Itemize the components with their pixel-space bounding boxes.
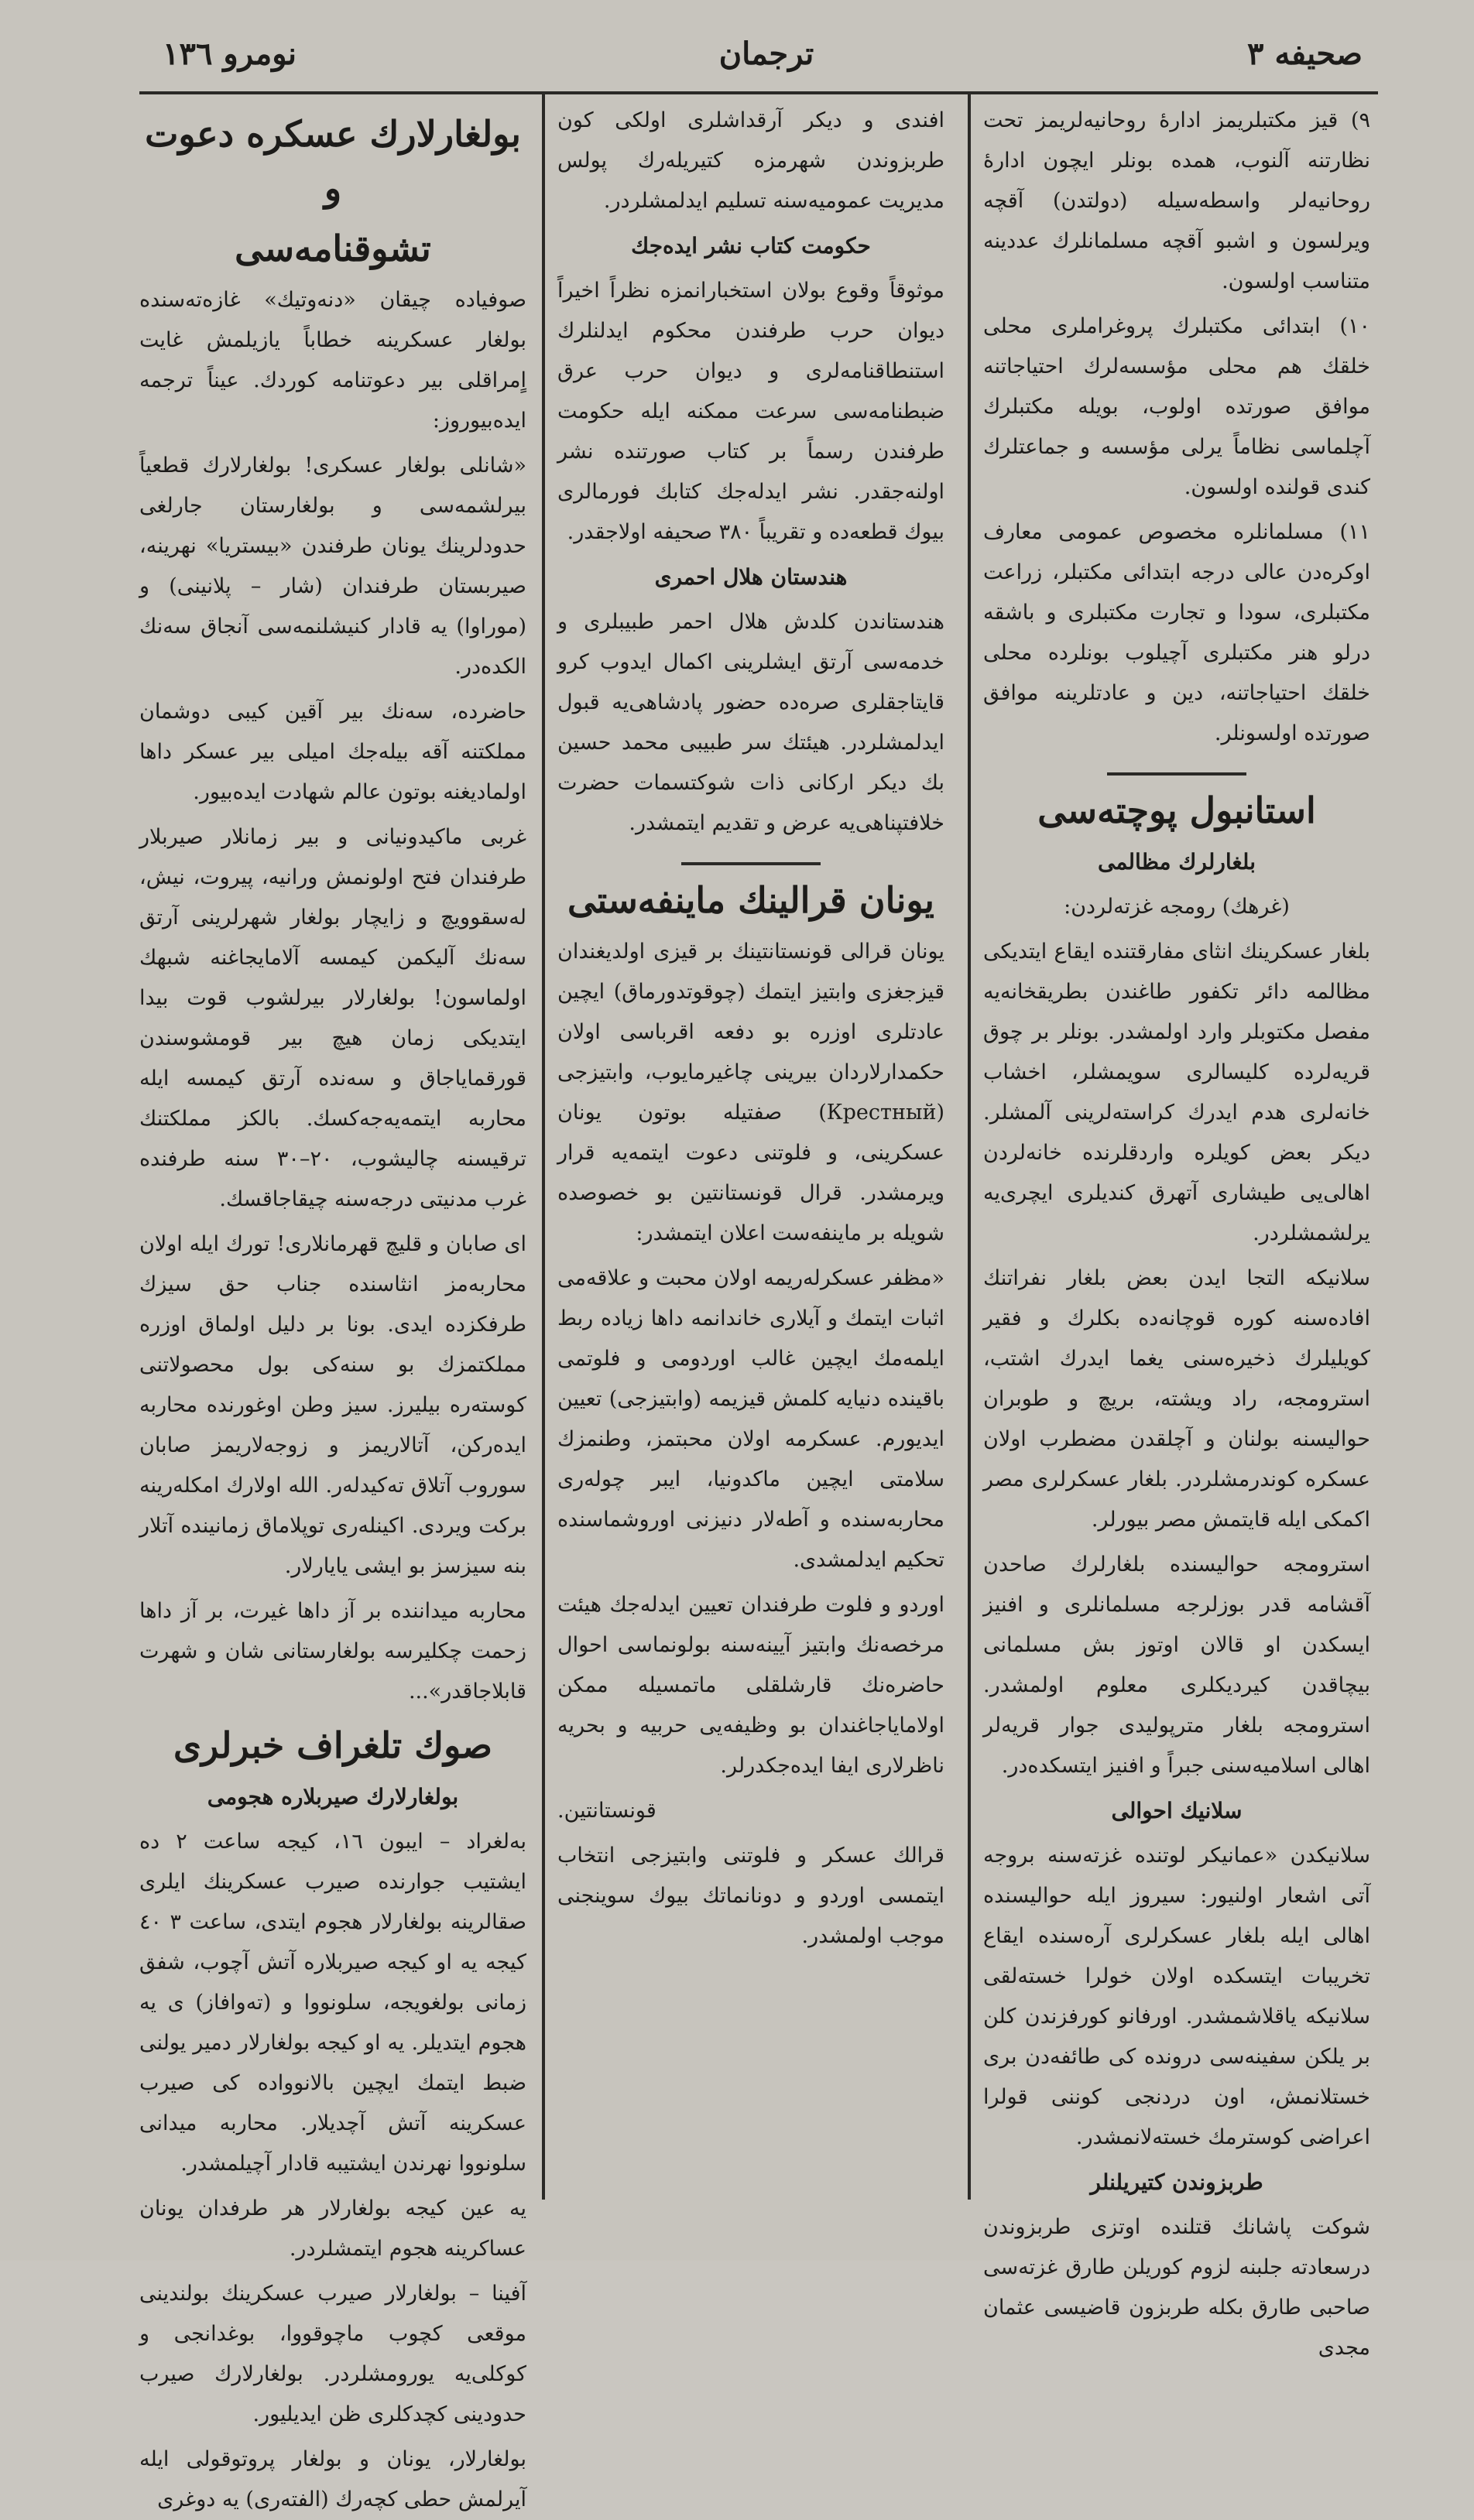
article-paragraph: اى صابان و قليچ قهرمانلارى! تورك ايله اولان محاربه‌مز انثاسنده جناب حق سيزك طرفكزده ايدى. بونا بر دليل اولماق اوزره مملكتمزك بو سنه‌كى بول محصولاتنى كوسته‌ره بيليرز. سيز وطن اوغورنده محاربه ايدەركن، آتالاريمز و زوجه‌لاريمز صابان سوروب آتلاق ته‌كيدلەر. الله اولارك امكلەرينه بركت ويردى. اكينلەرى توپلاماق زمانينده آتلار بنه سيزسز بو ايشى يايارلار. [139,1232,526,1578]
article-signature: قونستانتين. [557,1799,656,1823]
article-headline-continued: تشوقنامه‌سى [235,228,431,269]
article-paragraph: غربى ماكيدونيانى و بير زمانلار صيربلار طرفندان فتح اولونمش ورانيه، پيروت، نيش، لەسقوويچ و زايچار بولغار شهرلرينى آرتق سه‌نك آليكمن كيمسه آلامايجاغنه شبهك اولماسون! بولغارلار بيرلشوب قوت بيدا ايتديكى زمان هيچ بير قومشوسندن قورقماياجاق و سه‌نده آرتق كيمسه ايله محاربه ايتمه‌يه‌جه‌كسك. بالكز مملكتنك ترقيسنه چاليشوب، ٢٠–٣٠ سنه طرفنده غرب مدنيتى درجه‌سنه چيقاجاقسك. [139,825,526,1211]
column-center [557,101,944,2206]
column-divider [968,94,971,2200]
article-headline: صوك تلغراف خبرلرى [173,1724,492,1766]
article-paragraph: «شانلى بولغار عسكرى! بولغارلارك قطعياً بيرلشمه‌سى و بولغارستان جارلغى حدودلرينك يونان طرفندن «بيستريا» نهرينه، صيربستان طرفندان (شار – پلانينى) و (موراوا) يه قادار كنيشلنمه‌سى آنجاق سه‌نك الكده‌در. [139,454,526,679]
page-header [139,28,1378,82]
article-source: (غرهك) رومجه غزته‌لردن: [1064,895,1290,919]
article-paragraph: استرومجه حواليسنده بلغارلرك صاحدن آقشامه قدر بوزلرجه مسلمانلرى و افنيز ايسكدن او قالان اوتوز بش مسلمانى بيچاقدن كيرديكلرى معلوم اولمشدر. استرومجه بلغار مترپوليدى جوار قريه‌لر اهالى اسلاميه‌سنى جبراً و افنيز ايتسكده‌در. [983,1553,1370,1778]
article-paragraph: صوفياده چيقان «دنه‌وتيك» غازه‌ته‌سنده بولغار عسكرينه خطاباً يازيلمش غايت اٍمراقلى بير دعوتنامه كوردك. عيناً ترجمه ايده‌بيوروز: [139,288,526,433]
article-paragraph: محاربه ميداننده بر آز داها غيرت، بر آز داها زحمت چكليرسه بولغارستانى شان و شهرت قابلاجاقدر»... [139,1599,526,1703]
article-paragraph: ١٠) ابتدائى مكتبلرك پروغراملرى محلى خلقك هم محلى مؤسسه‌لرك احتياجاتنه موافق صورتده اولوب، بويله مكتبلرك آچلماسى نظاماً يرلى مؤسسه و جماعتلرك كندى قولنده اولسون. [983,314,1370,499]
article-subhead: بولغارلارك صيربلاره هجومى [207,1784,459,1810]
article-headline: يونان قرالينك ماينفه‌ستى [567,879,934,921]
issue-number: نومرو ١٣٦ [163,36,297,72]
article-paragraph: بولغارلار، يونان و بولغار پروتوقولى ايله آيرلمش حطى كچه‌رك (الفتەرى) يه دوغرى [139,2447,526,2511]
article-subhead: هندستان هلال احمرى [654,564,848,590]
article-paragraph: بەلغراد – ايبون ١٦، كيجه ساعت ٢ ده ايشتيب جوارنده صيرب عسكرينك ايلرى صقالرينه بولغارلار هجوم ايتدى، ساعت ٣ ٤٠ كيجه يه او كيجه صيربلاره آتش آچوب، شفق زمانى بولغويجه، سلونووا و (تەوافاز) ى يه هجوم ايتديلر. يه او كيجه بولغارلار دمير يولنى ضبط ايتمك ايچين بالانووادە كى صيرب عسكرينه آتش آچديلار. محاربه ميدانى سلونووا نهرندن ايشتيبه قادار آچيلمشدر. [139,1830,526,2176]
article-paragraph: بلغار عسكرينك انثاى مفارقتنده ايقاع ايتديكى مظالمه دائر تكفور طاغندن بطريقخانه‌يه مفصل مكتوبلر وارد اولمشدر. بونلر بر چوق قريه‌لرده كليسالرى سويمشلر، اخشاب خانه‌لرى هدم ايدرك كراسته‌لرينى آلمشلر. ديكر بعض كويلره واردقلرنده خانه‌لردن اهالى‌يى طيشارى آتهرق كنديلرى ايچرى‌يه يرلشمشلردر. [983,940,1370,1245]
column-divider [542,94,545,2200]
column-left [139,101,526,2511]
header-rule [139,91,1378,94]
article-subhead: حكومت كتاب نشر ايده‌جك [631,233,871,259]
section-rule [681,862,821,865]
page-number: صحيفه ٣ [1247,36,1363,72]
article-headline: بولغارلارك عسكره دعوت و [145,113,521,209]
article-subhead: سلانيك احوالى [1111,1798,1243,1823]
article-subhead: بلغارلرك مظالمى [1098,849,1256,875]
article-paragraph: قرالك عسكر و فلوتنى وابتيزجى انتخاب ايتمسى اوردو و دونانماتك بيوك سوينجنى موجب اولمشدر. [557,1844,944,1948]
article-paragraph: اوردو و فلوت طرفندان تعيين ايدله‌جك هيئت مرخصه‌نك وابتيز آيينه‌سنه بولونماسى احوال حاضره‌نك قارشلقلى ماتمسيله ممكن اولاماياجاغندان بو وظيفه‌يى حربيه و بحريه ناظرلارى ايفا ايده‌جكدرلر. [557,1593,944,1778]
article-paragraph: افندى و ديكر آرقداشلرى اولكى كون طربزوندن شهرمزه كتيريله‌رك پولس مديريت عموميه‌سنه تسليم ايدلمشلردر. [557,108,944,213]
article-headline: استانبول پوچته‌سى [1037,789,1316,831]
article-paragraph: سلانيكه التجا ايدن بعض بلغار نفراتنك افاده‌سنه كوره قوچانه‌ده بكلرك و فقير كويليلرك ذخيره‌سنى يغما ايدرك اشتب، استرومجه، راد ويشته، بريچ و طوبران حوالیسنه بولنان و آچلقدن مضطرب اولان عسكره كوندرمشلردر. بلغار عسكرلرى مصر اكمكى ايله قايتمش مصر بيورلر. [983,1266,1370,1532]
section-rule [1107,772,1246,776]
article-paragraph: سلانيكدن «عمانيكر لوتنده غزته‌سنه بروجه آتى اشعار اولنيور: سيروز ايله حواليسنده اهالى ايله بلغار عسكرلرى آره‌سنده ايقاع تخريبات ايتسكده اولان خولرا خسته‌لقى سلانيكه ياقلاشمشدر. اورفانو كورفزندن كلن بر يلكن سفينه‌سى درونده كى طائفه‌دن برى خستلانمش، اون دردنجى كوننى قولرا اعراضى كوسترمك خسته‌لانمشدر. [983,1844,1370,2149]
masthead-title: ترجمان [718,36,814,72]
article-paragraph: شوكت پاشانك قتلنده اوتزى طربزوندن درسعادته جلبنه لزوم كوريلن طارق غزته‌سى صاحبى طارق بكله طربزون قاضيسى عثمان مجدى [983,2215,1370,2360]
article-paragraph: يه عين كيجه بولغارلار هر طرفدان يونان عساكرينه هجوم ايتمشلردر. [139,2196,526,2261]
article-paragraph: يونان قرالى قونستانتينك بر قيزى اولديغندان قيزجغزى وابتيز ايتمك (چوقوتدورماق) ايچين عادتلرى اوزره بو دفعه اقرباسى اولان حكمدارلاردان بيرينى چاغيرمايوب، وابتيزجى (Крестный) صفتيله بوتون يونان عسكرينى، و فلوتنى دعوت ايتمه‌يه قرار ويرمشدر. قرال قونستانتين بو خصوصده شويله بر ماينفه‌ست اعلان ايتمشدر: [557,940,944,1245]
article-subhead: طربزوندن كتيريلنلر [1090,2169,1263,2195]
article-paragraph: ١١) مسلمانلره مخصوص عمومى معارف اوكره‌دن عالى درجه ابتدائى مكتبلر، زراعت مكتبلرى، سودا و تجارت مكتبلرى و باشقه درلو هنر مكتبلرى آچيلوب بونلرده محلى خلقك احتياجاتنه، دين و عادتلرينه موافق صورتده اولسونلر. [983,520,1370,745]
article-paragraph: «مظفر عسكرله‌ريمه اولان محبت و علاقه‌مى اثبات ايتمك و آيلارى خاندانمه داها زياده ربط ايلمه‌مك ايچين غالب اوردومى و فلوتمى باقينده دنيايه كلمش قيزيمه (وابتيزجى) تعيين ايديورم. عسكرمه اولان محبتمز، وطنمزك سلامتى ايچين ماكدونيا، ايبر چولەرى محاربه‌سنده و آطه‌لار دنيزنى اوروشماسنده تحكيم ايدلمشدى. [557,1266,944,1572]
article-paragraph: موثوقاً وقوع بولان استخبارانمزه نظراً اخيراً ديوان حرب طرفندن محكوم ايدلنلرك استنطاقنامه‌لرى و ديوان حرب عرق ضبطنامه‌سى سرعت ممكنه ايله حكومت طرفندن رسماً بر كتاب صورتنده نشر اولنه‌جقدر. نشر ايدلەجك كتابك فورمالرى بيوك قطعه‌ده و تقريباً ٣٨٠ صحيفه اولاجقدر. [557,279,944,544]
article-paragraph: آفينا – بولغارلار صيرب عسكرينك بولندينى موقعى كچوب ماچوقووا، بوغدانجى و كوكلى‌يه يورومشلردر. بولغارلارك صيرب حدودينى كچدكلرى ظن ايديليور. [139,2282,526,2426]
article-paragraph: ٩) قيز مكتبلريمز ادارهٔ روحانيه‌لريمز تحت نظارتنه آلنوب، همده بونلر ايچون اداره‌ٔ روحانيه‌لر واسطه‌سيله (دولتدن) آقچه ويرلسون و اشبو آقچه مسلمانلرك عددينه متناسب اولسون. [983,108,1370,293]
article-paragraph: حاضرده، سه‌نك بير آقين كيبى دوشمان مملكتنه آقه بيله‌جك اميلى بير عسكر داها اولمادیغنه بوتون عالم شهادت ايده‌بيور. [139,700,526,804]
article-paragraph: هندستاندن كلدش هلال احمر طبيبلرى و خدمه‌سى آرتق ايشلرينى اكمال ايدوب كرو قايتاجقلرى صره‌ده حضور پادشاهى‌يه قبول ايدلمشلردر. هيئتك سر طبيبى محمد حسين بك ديكر اركانى ذات شوكتسمات حضرت خلافتپناهى‌يه عرض و تقديم ايتمشدر. [557,610,944,835]
column-right [983,101,1370,2360]
